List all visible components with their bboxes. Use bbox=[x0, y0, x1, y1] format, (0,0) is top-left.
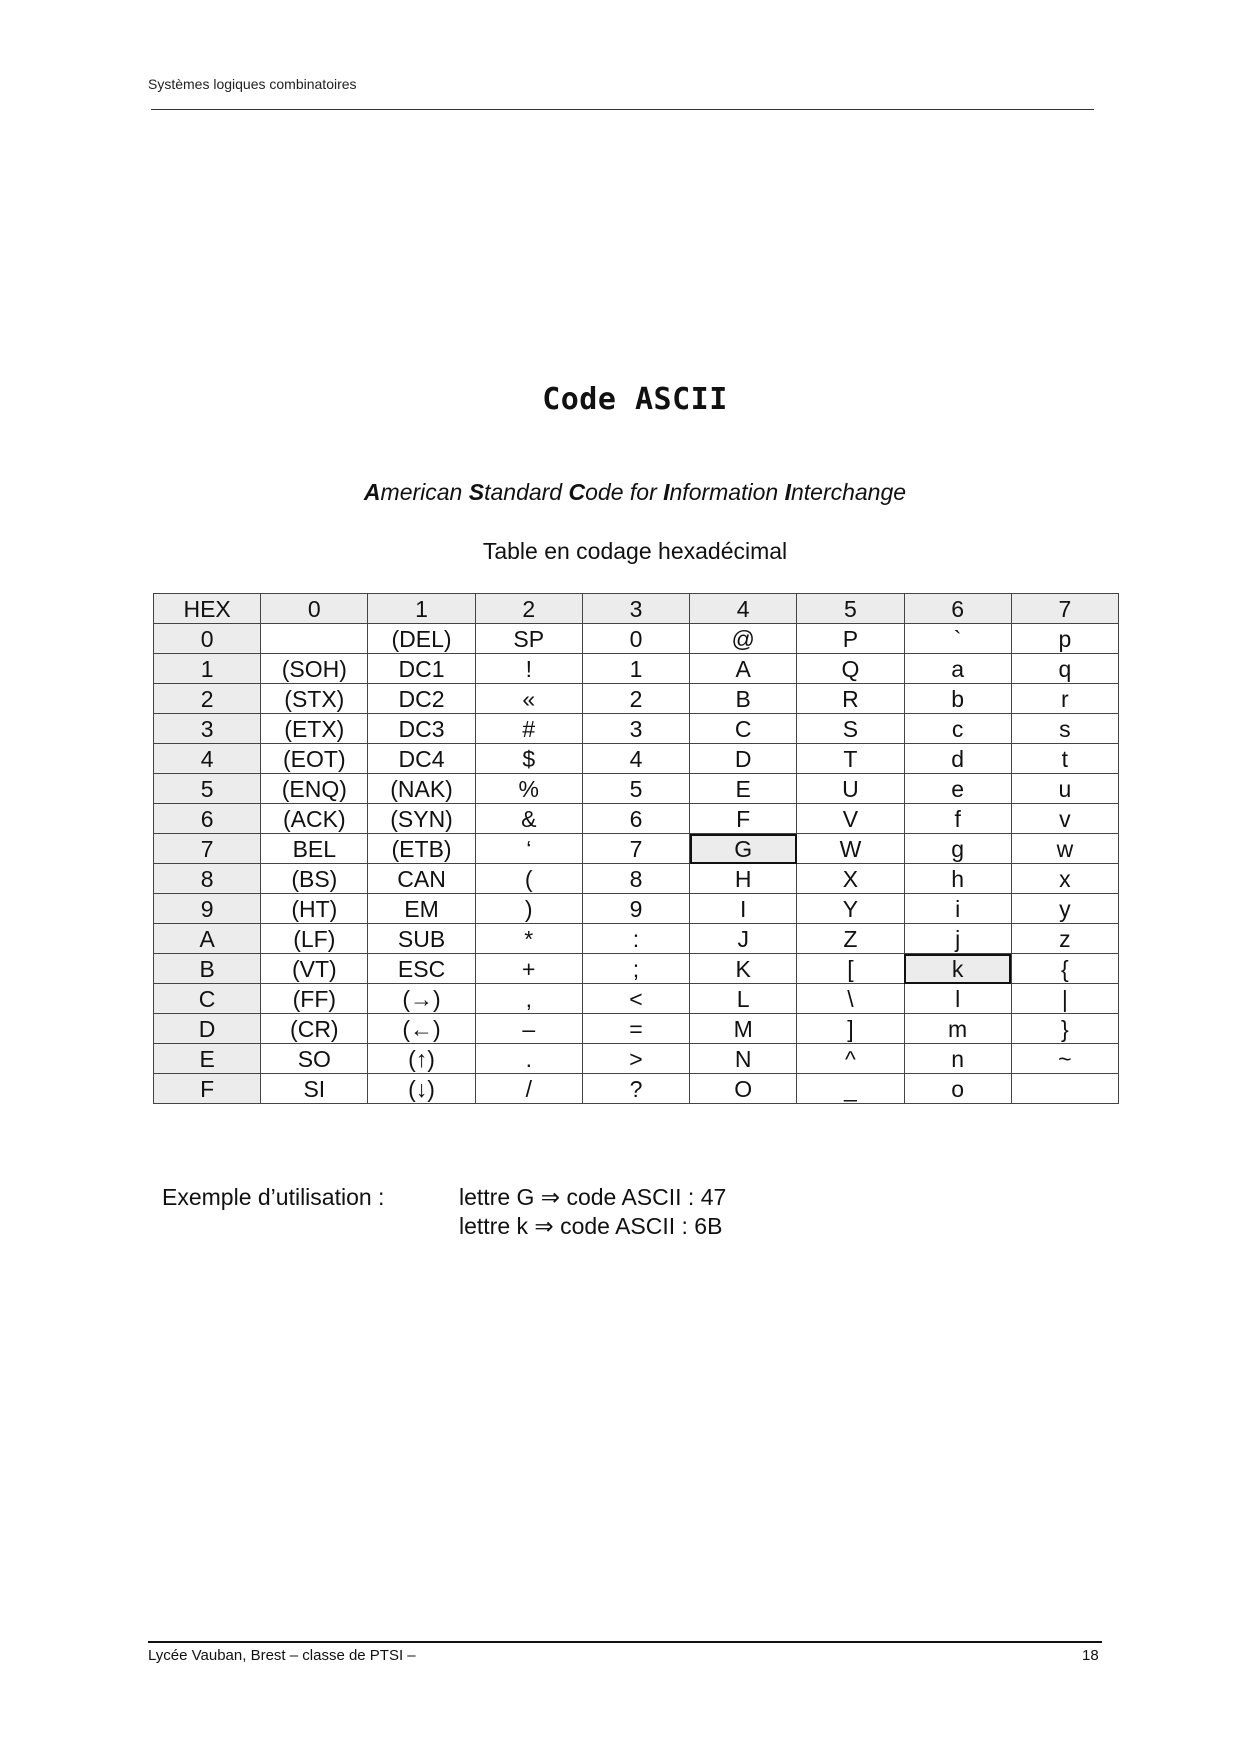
table-cell: | bbox=[1011, 984, 1118, 1014]
table-cell: m bbox=[904, 1014, 1011, 1044]
table-cell: [ bbox=[797, 954, 904, 984]
row-header: D bbox=[154, 1014, 261, 1044]
table-row bbox=[154, 984, 1119, 1014]
table-cell: (EOT) bbox=[261, 744, 368, 774]
table-cell: e bbox=[904, 774, 1011, 804]
ascii-table bbox=[153, 593, 1119, 1104]
table-cell: W bbox=[797, 834, 904, 864]
column-header: 7 bbox=[1011, 594, 1118, 624]
table-cell: i bbox=[904, 894, 1011, 924]
example-label: Exemple d’utilisation : bbox=[162, 1184, 385, 1210]
row-header: 0 bbox=[154, 624, 261, 654]
acronym-initial: A bbox=[363, 479, 381, 505]
table-cell: SUB bbox=[368, 924, 475, 954]
table-cell: (↑) bbox=[368, 1044, 475, 1074]
table-cell: K bbox=[690, 954, 797, 984]
table-cell: (SOH) bbox=[261, 654, 368, 684]
table-cell: C bbox=[690, 714, 797, 744]
acronym-word-rest: tandard bbox=[484, 479, 569, 505]
table-cell: l bbox=[904, 984, 1011, 1014]
table-cell: R bbox=[797, 684, 904, 714]
row-header: 8 bbox=[154, 864, 261, 894]
table-cell: (NAK) bbox=[368, 774, 475, 804]
table-cell: v bbox=[1011, 804, 1118, 834]
table-cell: – bbox=[475, 1014, 582, 1044]
footer-divider bbox=[148, 1641, 1102, 1643]
acronym-word-rest: merican bbox=[380, 479, 469, 505]
table-cell: 7 bbox=[582, 834, 689, 864]
table-cell: (CR) bbox=[261, 1014, 368, 1044]
table-cell: { bbox=[1011, 954, 1118, 984]
table-cell: U bbox=[797, 774, 904, 804]
table-cell: N bbox=[690, 1044, 797, 1074]
table-cell: (HT) bbox=[261, 894, 368, 924]
table-cell: % bbox=[475, 774, 582, 804]
table-cell: (ENQ) bbox=[261, 774, 368, 804]
table-cell: ! bbox=[475, 654, 582, 684]
row-header: F bbox=[154, 1074, 261, 1104]
table-cell: ? bbox=[582, 1074, 689, 1104]
table-cell: ESC bbox=[368, 954, 475, 984]
table-row bbox=[154, 894, 1119, 924]
table-cell: u bbox=[1011, 774, 1118, 804]
table-cell: DC2 bbox=[368, 684, 475, 714]
table-row bbox=[154, 1044, 1119, 1074]
table-cell: (ETB) bbox=[368, 834, 475, 864]
table-cell: s bbox=[1011, 714, 1118, 744]
table-row bbox=[154, 654, 1119, 684]
table-cell: # bbox=[475, 714, 582, 744]
acronym-initial: I bbox=[784, 479, 791, 505]
table-cell: Z bbox=[797, 924, 904, 954]
table-row bbox=[154, 774, 1119, 804]
column-header: 6 bbox=[904, 594, 1011, 624]
table-cell: DC3 bbox=[368, 714, 475, 744]
table-cell: M bbox=[690, 1014, 797, 1044]
acronym-initial: S bbox=[468, 479, 485, 505]
table-cell: j bbox=[904, 924, 1011, 954]
table-row bbox=[154, 744, 1119, 774]
table-cell: t bbox=[1011, 744, 1118, 774]
table-cell: L bbox=[690, 984, 797, 1014]
table-cell: ) bbox=[475, 894, 582, 924]
highlighted-cell: G bbox=[690, 834, 797, 864]
table-cell: a bbox=[904, 654, 1011, 684]
table-cell: ] bbox=[797, 1014, 904, 1044]
table-cell: (SYN) bbox=[368, 804, 475, 834]
row-header: C bbox=[154, 984, 261, 1014]
table-cell: : bbox=[582, 924, 689, 954]
table-cell: (→) bbox=[368, 984, 475, 1014]
table-cell: F bbox=[690, 804, 797, 834]
table-cell: DC1 bbox=[368, 654, 475, 684]
table-row bbox=[154, 714, 1119, 744]
example-line-1: lettre G ⇒ code ASCII : 47 bbox=[459, 1184, 727, 1210]
table-cell: 2 bbox=[582, 684, 689, 714]
table-cell: = bbox=[582, 1014, 689, 1044]
table-cell: y bbox=[1011, 894, 1118, 924]
example-line-2: lettre k ⇒ code ASCII : 6B bbox=[459, 1213, 723, 1239]
table-cell: Y bbox=[797, 894, 904, 924]
table-cell: & bbox=[475, 804, 582, 834]
table-header-row bbox=[154, 594, 1119, 624]
column-header: 3 bbox=[582, 594, 689, 624]
row-header: 2 bbox=[154, 684, 261, 714]
table-cell: D bbox=[690, 744, 797, 774]
header-divider bbox=[151, 109, 1094, 110]
row-header: 9 bbox=[154, 894, 261, 924]
table-cell: V bbox=[797, 804, 904, 834]
table-row bbox=[154, 864, 1119, 894]
table-cell bbox=[1011, 1074, 1118, 1104]
table-cell: E bbox=[690, 774, 797, 804]
table-cell: EM bbox=[368, 894, 475, 924]
table-cell: Q bbox=[797, 654, 904, 684]
table-cell: (↓) bbox=[368, 1074, 475, 1104]
document-title: Code ASCII bbox=[542, 382, 728, 417]
table-cell: z bbox=[1011, 924, 1118, 954]
table-cell: . bbox=[475, 1044, 582, 1074]
acronym-initial: C bbox=[568, 479, 586, 505]
table-row bbox=[154, 924, 1119, 954]
table-cell: X bbox=[797, 864, 904, 894]
table-row bbox=[154, 1014, 1119, 1044]
table-cell: I bbox=[690, 894, 797, 924]
footer-text: Lycée Vauban, Brest – classe de PTSI – bbox=[148, 1647, 416, 1664]
table-cell: (DEL) bbox=[368, 624, 475, 654]
table-cell: 5 bbox=[582, 774, 689, 804]
table-cell: (STX) bbox=[261, 684, 368, 714]
table-cell: ( bbox=[475, 864, 582, 894]
table-cell: } bbox=[1011, 1014, 1118, 1044]
table-row bbox=[154, 1074, 1119, 1104]
table-cell: f bbox=[904, 804, 1011, 834]
page-number: 18 bbox=[1082, 1647, 1099, 1664]
table-cell: > bbox=[582, 1044, 689, 1074]
table-cell: H bbox=[690, 864, 797, 894]
row-header: A bbox=[154, 924, 261, 954]
table-cell: 0 bbox=[582, 624, 689, 654]
row-header: 5 bbox=[154, 774, 261, 804]
table-cell: 4 bbox=[582, 744, 689, 774]
table-cell: ‘ bbox=[475, 834, 582, 864]
column-header: 1 bbox=[368, 594, 475, 624]
table-corner-header: HEX bbox=[154, 594, 261, 624]
table-cell: d bbox=[904, 744, 1011, 774]
table-cell: A bbox=[690, 654, 797, 684]
table-cell: (BS) bbox=[261, 864, 368, 894]
table-cell: @ bbox=[690, 624, 797, 654]
table-cell: n bbox=[904, 1044, 1011, 1074]
acronym-word-rest: ode for bbox=[585, 479, 664, 505]
table-cell: J bbox=[690, 924, 797, 954]
table-cell: ~ bbox=[1011, 1044, 1118, 1074]
table-cell: c bbox=[904, 714, 1011, 744]
highlighted-cell: k bbox=[904, 954, 1011, 984]
table-cell: ` bbox=[904, 624, 1011, 654]
table-cell: O bbox=[690, 1074, 797, 1104]
table-row bbox=[154, 684, 1119, 714]
table-cell: 9 bbox=[582, 894, 689, 924]
table-cell: o bbox=[904, 1074, 1011, 1104]
acronym-initial: I bbox=[663, 479, 670, 505]
table-cell: DC4 bbox=[368, 744, 475, 774]
table-cell: (ETX) bbox=[261, 714, 368, 744]
row-header: B bbox=[154, 954, 261, 984]
table-cell: SI bbox=[261, 1074, 368, 1104]
row-header: 6 bbox=[154, 804, 261, 834]
acronym-word-rest: nformation bbox=[669, 479, 785, 505]
table-cell: 3 bbox=[582, 714, 689, 744]
table-cell: ; bbox=[582, 954, 689, 984]
table-cell: SP bbox=[475, 624, 582, 654]
column-header: 2 bbox=[475, 594, 582, 624]
table-row bbox=[154, 954, 1119, 984]
table-cell: (ACK) bbox=[261, 804, 368, 834]
table-cell: 1 bbox=[582, 654, 689, 684]
table-cell: SO bbox=[261, 1044, 368, 1074]
table-cell: T bbox=[797, 744, 904, 774]
table-cell: (VT) bbox=[261, 954, 368, 984]
row-header: 3 bbox=[154, 714, 261, 744]
table-cell: ^ bbox=[797, 1044, 904, 1074]
table-cell: , bbox=[475, 984, 582, 1014]
table-cell: x bbox=[1011, 864, 1118, 894]
table-cell: B bbox=[690, 684, 797, 714]
table-cell: (FF) bbox=[261, 984, 368, 1014]
table-cell: BEL bbox=[261, 834, 368, 864]
table-cell: g bbox=[904, 834, 1011, 864]
table-cell: 8 bbox=[582, 864, 689, 894]
table-cell: q bbox=[1011, 654, 1118, 684]
table-cell: r bbox=[1011, 684, 1118, 714]
acronym-word-rest: nterchange bbox=[790, 479, 907, 505]
table-cell: S bbox=[797, 714, 904, 744]
page-header: Systèmes logiques combinatoires bbox=[148, 76, 357, 92]
table-cell: b bbox=[904, 684, 1011, 714]
column-header: 4 bbox=[690, 594, 797, 624]
table-cell: $ bbox=[475, 744, 582, 774]
row-header: 1 bbox=[154, 654, 261, 684]
table-cell: 6 bbox=[582, 804, 689, 834]
table-cell: / bbox=[475, 1074, 582, 1104]
table-row bbox=[154, 624, 1119, 654]
column-header: 5 bbox=[797, 594, 904, 624]
column-header: 0 bbox=[261, 594, 368, 624]
table-cell bbox=[261, 624, 368, 654]
table-row bbox=[154, 804, 1119, 834]
table-cell: w bbox=[1011, 834, 1118, 864]
table-cell: P bbox=[797, 624, 904, 654]
row-header: 7 bbox=[154, 834, 261, 864]
table-cell: « bbox=[475, 684, 582, 714]
table-cell: \ bbox=[797, 984, 904, 1014]
table-cell: * bbox=[475, 924, 582, 954]
acronym-expansion bbox=[0, 479, 1240, 506]
table-cell: + bbox=[475, 954, 582, 984]
row-header: E bbox=[154, 1044, 261, 1074]
table-cell: (←) bbox=[368, 1014, 475, 1044]
table-cell: _ bbox=[797, 1074, 904, 1104]
table-cell: CAN bbox=[368, 864, 475, 894]
table-cell: h bbox=[904, 864, 1011, 894]
table-cell: p bbox=[1011, 624, 1118, 654]
table-cell: < bbox=[582, 984, 689, 1014]
row-header: 4 bbox=[154, 744, 261, 774]
table-cell: (LF) bbox=[261, 924, 368, 954]
table-caption: Table en codage hexadécimal bbox=[482, 538, 788, 564]
table-row bbox=[154, 834, 1119, 864]
